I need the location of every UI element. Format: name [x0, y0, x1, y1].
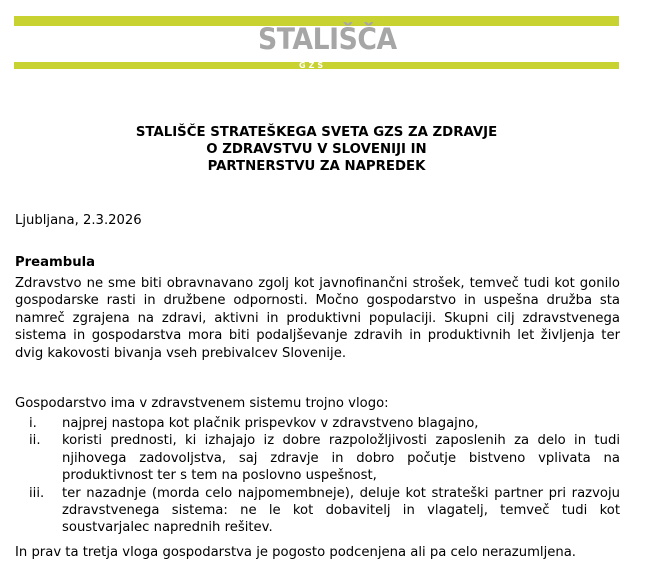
list-item-text: koristi prednosti, ki izhajajo iz dobre razpoložljivosti zaposlenih za delo in tudi njihovega zadovoljstva, saj zdravje in dobro počutje bistveno vplivata na produktivnost ter s tem na poslovno uspešnost,: [62, 433, 620, 484]
logo-subtitle: GZS: [299, 61, 327, 70]
list-marker: ii.: [29, 433, 41, 449]
list-item: [15, 432, 620, 484]
closing-paragraph: In prav ta tretja vloga gospodarstva je pogosto podcenjena ali pa celo nerazumljena.: [15, 545, 576, 560]
document-date: Ljubljana, 2.3.2026: [15, 213, 142, 228]
list-item-text: najprej nastopa kot plačnik prispevkov v zdravstveno blagajno,: [62, 416, 479, 431]
document-title: [0, 124, 633, 175]
header-banner: [14, 16, 619, 70]
list-item: [15, 415, 620, 432]
list-intro: Gospodarstvo ima v zdravstvenem sistemu trojno vlogo:: [15, 396, 389, 411]
section-heading: Preambula: [15, 255, 96, 270]
logo-title: STALIŠČA: [258, 22, 397, 56]
title-line: STALIŠČE STRATEŠKEGA SVETA GZS ZA ZDRAVJE: [135, 125, 498, 140]
title-line: O ZDRAVSTVU V SLOVENIJI IN: [206, 142, 427, 157]
list-item-text: ter nazadnje (morda celo najpomembneje), deluje kot strateški partner pri razvoju zdravstvenega sistema: ne le kot dobavitelj in vlagatelj, temveč tudi kot soustvarjalec naprednih rešitev.: [62, 485, 620, 536]
list-marker: i.: [29, 416, 37, 431]
roles-list: [15, 415, 620, 537]
list-item: [15, 485, 620, 537]
title-line: PARTNERSTVU ZA NAPREDEK: [207, 159, 426, 174]
list-marker: iii.: [29, 485, 45, 501]
preamble-paragraph: Zdravstvo ne sme biti obravnavano zgolj kot javnofinančni strošek, temveč tudi kot gonilo gospodarske rasti in družbene odpornosti. Močno gospodarstvo in uspešna družba sta namreč zgrajena na zdravi, aktivni in produktivni populaciji. Skupni cilj zdravstvenega sistema in gospodarstva mora biti podaljševanje zdravih in produktivnih let življenja ter dvig kakovosti bivanja vseh prebivalcev Slovenije.: [15, 276, 620, 361]
